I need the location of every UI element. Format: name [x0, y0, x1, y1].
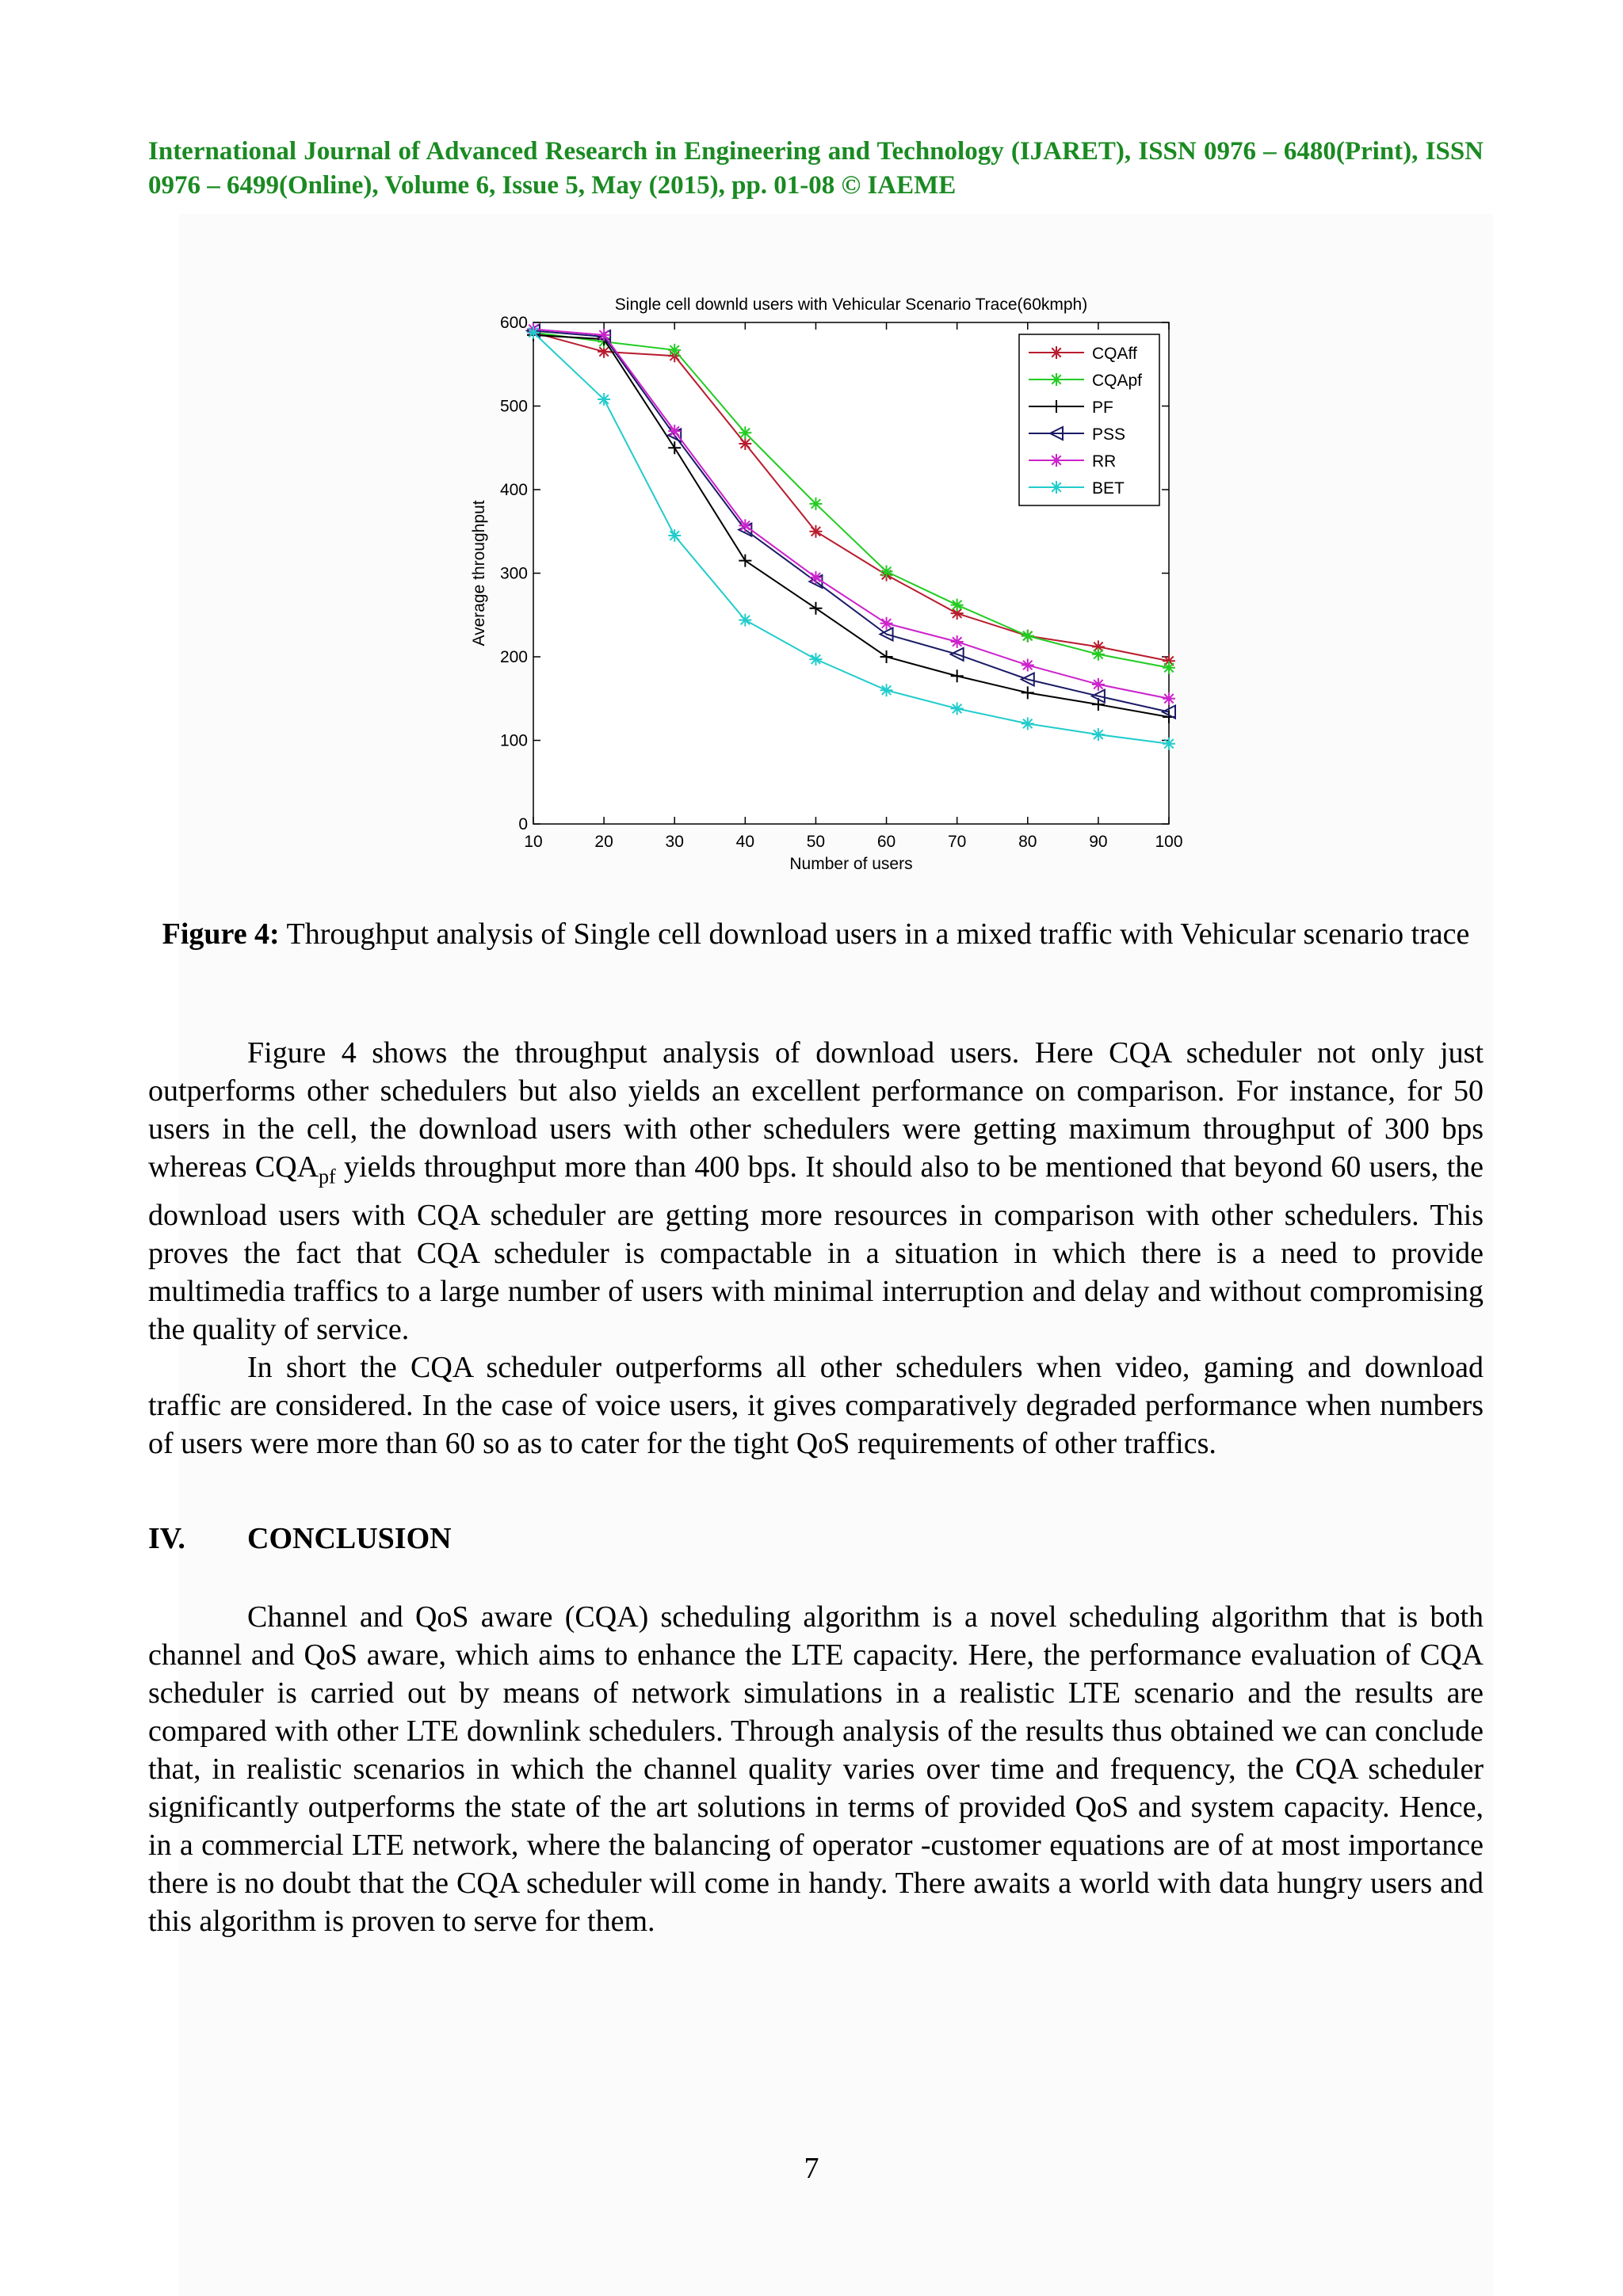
data-point-bet	[527, 326, 540, 339]
data-point-rr	[739, 519, 751, 532]
y-tick-label: 600	[499, 314, 528, 332]
subscript-pf: pf	[319, 1165, 336, 1188]
data-point-bet	[880, 684, 893, 696]
legend-label-pf: PF	[1092, 399, 1113, 417]
x-tick-label: 10	[524, 833, 543, 851]
legend-marker-bet	[1050, 481, 1063, 494]
legend-label-pss: PSS	[1092, 425, 1126, 444]
y-tick-label: 300	[499, 564, 528, 583]
paragraph-2: In short the CQA scheduler outperforms all other schedulers when video, gaming and download traffic are considered. In the case of voice users, it gives comparatively degraded performance when numbers of users were more than 60 so as to cater for the tight QoS requirements of other traffics.	[148, 1350, 1484, 1460]
legend-marker-cqaff	[1050, 346, 1063, 359]
data-point-rr	[951, 635, 964, 648]
data-point-rr	[880, 617, 893, 630]
data-point-cqapf	[951, 599, 964, 612]
figure-caption	[148, 915, 1484, 953]
data-point-bet	[951, 702, 964, 715]
y-tick-label: 0	[518, 815, 528, 833]
data-point-bet	[598, 393, 610, 406]
legend-label-bet: BET	[1092, 479, 1125, 498]
x-tick-label: 70	[947, 833, 967, 851]
data-point-bet	[809, 653, 822, 666]
throughput-chart	[428, 269, 1236, 887]
x-tick-label: 30	[665, 833, 684, 851]
data-point-cqapf	[668, 344, 681, 357]
data-point-rr	[1163, 692, 1175, 705]
x-tick-label: 100	[1155, 833, 1183, 851]
y-tick-label: 200	[499, 648, 528, 666]
section-title: CONCLUSION	[247, 1522, 452, 1555]
data-point-bet	[668, 529, 681, 542]
data-point-bet	[739, 614, 751, 627]
y-tick-label: 400	[499, 481, 528, 499]
data-point-cqapf	[739, 426, 751, 439]
legend-box	[1019, 334, 1159, 505]
x-tick-label: 80	[1018, 833, 1037, 851]
data-point-bet	[1022, 717, 1034, 730]
data-point-cqapf	[880, 565, 893, 578]
legend-marker-cqapf	[1050, 373, 1063, 386]
paragraph-1	[148, 1034, 1484, 1348]
caption-label: Figure 4:	[162, 917, 280, 951]
paragraph-1-part-a: Figure 4 shows the throughput analysis of download users. Here CQA scheduler not only just outperforms other schedulers but also yields an excellent performance on comparison. For instance, for 50 users in the cell, the download users with other schedulers were getting maximum throughput of 300 bps whereas CQA	[148, 1036, 1484, 1184]
x-tick-label: 60	[876, 833, 896, 851]
data-point-bet	[1163, 738, 1175, 750]
journal-header: International Journal of Advanced Research in Engineering and Technology (IJARET), ISSN 0976 – 6480(Print), ISSN 0976 – 6499(Online), Volume 6, Issue 5, May (2015), pp. 01-08 © IAEME	[148, 137, 1484, 200]
section-heading	[148, 1521, 452, 1556]
section-number: IV.	[148, 1522, 185, 1555]
data-point-rr	[668, 425, 681, 437]
page-number: 7	[804, 2152, 819, 2185]
caption-text: Throughput analysis of Single cell download users in a mixed traffic with Vehicular scenario trace	[286, 917, 1470, 951]
x-tick-label: 40	[735, 833, 755, 851]
data-point-rr	[1092, 678, 1105, 691]
data-point-rr	[1022, 659, 1034, 672]
y-axis-label: Average throughput	[470, 500, 488, 646]
data-point-cqapf	[1022, 630, 1034, 643]
y-tick-label: 500	[499, 397, 528, 416]
data-point-cqapf	[1163, 662, 1175, 674]
data-point-cqaff	[739, 437, 751, 450]
data-point-cqaff	[809, 525, 822, 538]
legend-marker-rr	[1050, 454, 1063, 467]
x-axis-label: Number of users	[789, 855, 913, 873]
discussion-text	[148, 1034, 1484, 1463]
legend-label-cqapf: CQApf	[1092, 372, 1143, 390]
paragraph-1-part-b: yields throughput more than 400 bps. It should also to be mentioned that beyond 60 users, the download users with CQA scheduler are getting more resources in comparison with other schedulers. This proves the fact that CQA scheduler is compactable in a situation in which there is a need to provide multimedia traffics to a large number of users with minimal interruption and delay and without compromising the quality of service.	[148, 1150, 1484, 1346]
data-point-cqapf	[809, 498, 822, 510]
conclusion-paragraph: Channel and QoS aware (CQA) scheduling algorithm is a novel scheduling algorithm that is both channel and QoS aware, which aims to enhance the LTE capacity. Here, the performance evaluation of CQA scheduler is carried out by means of network simulations in a realistic LTE scenario and the results are compared with other LTE downlink schedulers. Through analysis of the results thus obtained we can conclude that, in realistic scenarios in which the channel quality varies over time and frequency, the CQA scheduler significantly outperforms the state of the art solutions in terms of provided QoS and system capacity. Hence, in a commercial LTE network, where the balancing of operator -customer equations are of at most importance there is no doubt that the CQA scheduler will come in handy. There awaits a world with data hungry users and this algorithm is proven to serve for them.	[148, 1600, 1484, 1938]
y-tick-label: 100	[499, 731, 528, 750]
data-point-cqapf	[1092, 648, 1105, 661]
data-point-bet	[1092, 728, 1105, 741]
conclusion-text	[148, 1598, 1484, 1940]
legend-label-cqaff: CQAff	[1092, 345, 1137, 363]
chart-title: Single cell downld users with Vehicular Scenario Trace(60kmph)	[614, 296, 1088, 314]
figure-4	[428, 269, 1236, 887]
x-tick-label: 90	[1089, 833, 1108, 851]
legend-label-rr: RR	[1092, 452, 1117, 471]
data-point-rr	[598, 329, 610, 341]
data-point-rr	[809, 571, 822, 584]
x-tick-label: 50	[806, 833, 826, 851]
x-tick-label: 20	[594, 833, 613, 851]
